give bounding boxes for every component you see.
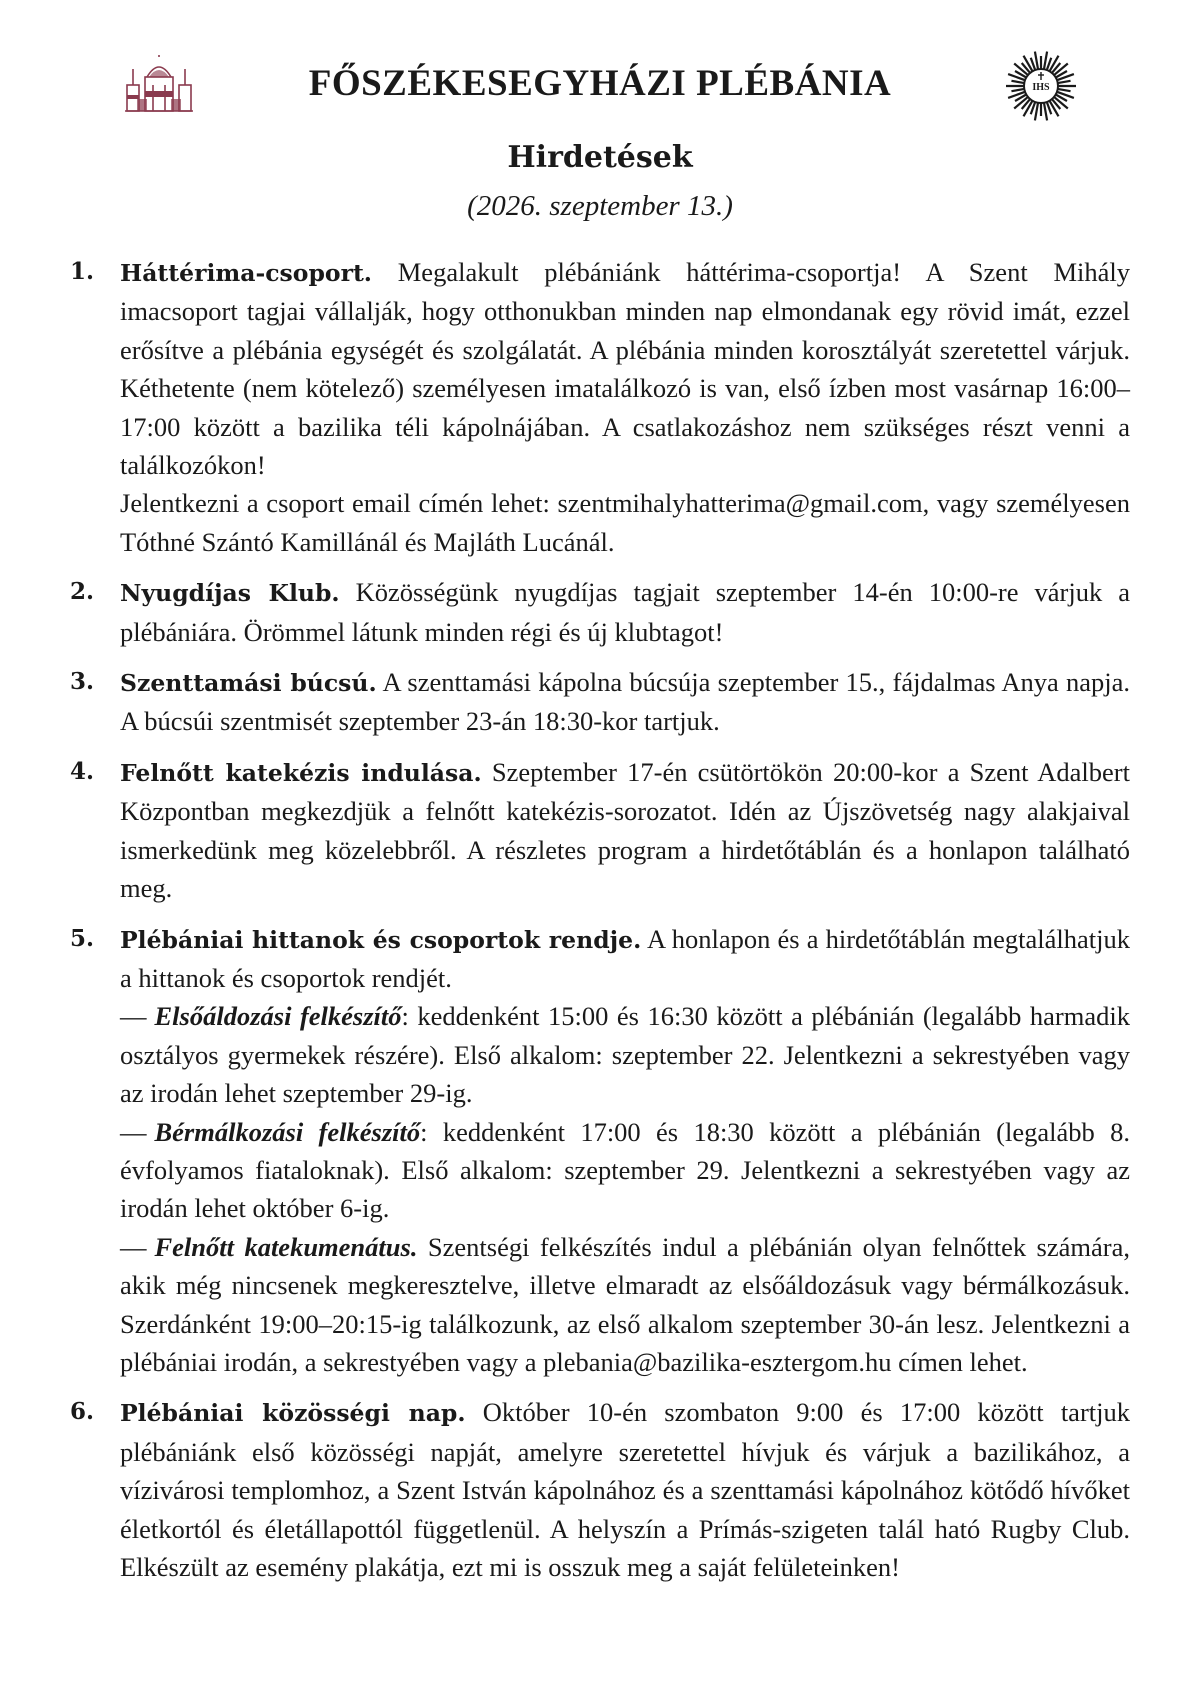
subitem-text: Szentségi felkészítés indul a plébánián olyan felnőttek számára, akik még nincsenek megkeresztelve, illetve elmaradt az elsőáldozásuk vagy bérmálkozásuk. Szerdánként 19:00–20:15-ig találkozunk, az első alkalom szeptember 30-án lesz. Jelentkezni a plébániai irodán, a sekrestyében vagy a plebania@bazilika-esztergom.hu címen lehet. (120, 1231, 1130, 1377)
item-body (120, 663, 1130, 741)
item-body (120, 1393, 1130, 1586)
page-header (120, 50, 1080, 120)
announcement-list (70, 253, 1130, 1598)
subitem-confirmation (120, 1113, 1130, 1228)
item-heading: Plébániai hittanok és csoportok rendje. (120, 925, 642, 954)
item-text: A szenttamási kápolna búcsúja szeptember 15., fájdalmas Anya napja. A búcsúi szentmisét szeptember 23-án 18:30-kor tartjuk. (120, 667, 1131, 737)
item-number: 6. (70, 1398, 95, 1426)
item-body (120, 920, 1130, 998)
item-heading: Háttérima-csoport. (120, 259, 372, 287)
subitem-heading: Felnőtt katekumenátus. (154, 1231, 418, 1262)
item-number: 3. (70, 668, 95, 696)
item-body (120, 753, 1130, 908)
subitem-heading: Elsőáldozási felkészítő (154, 1001, 402, 1032)
announcement-item (70, 573, 1130, 651)
item-extra: Jelentkezni a csoport email címén lehet: szentmihalyhatterima@gmail.com, vagy személyesen Tóthné Szántó Kamillánál és Majláth Lucánál. (120, 488, 1130, 557)
item-number: 5. (70, 924, 95, 952)
svg-text:IHS: IHS (1032, 82, 1050, 93)
item-number: 4. (70, 757, 95, 785)
subitem-dash: — (120, 1116, 147, 1147)
subitem-heading: Bérmálkozási felkészítő (154, 1116, 421, 1147)
announcements-heading: Hirdetések (507, 140, 693, 175)
ihs-sunburst-logo (1005, 50, 1077, 122)
item-body (120, 253, 1130, 484)
subitem-dash: — (120, 1231, 147, 1262)
subitem-text: : keddenként 17:00 és 18:30 között a plébánián (legalább 8. évfolyamos fiataloknak). Első alkalom: szeptember 29. Jelentkezni a sekrestyében vagy az irodán lehet október 6-ig. (120, 1116, 1130, 1224)
item-heading: Plébániai közösségi nap. (120, 1399, 466, 1428)
item-heading: Felnőtt katekézis indulása. (120, 758, 482, 787)
subitem-dash: — (120, 1001, 147, 1032)
item-number: 1. (70, 258, 95, 285)
subitem-catechumenate (120, 1228, 1130, 1382)
page-title: FŐSZÉKESEGYHÁZI PLÉBÁNIA (308, 63, 892, 104)
subitem-text: : keddenként 15:00 és 16:30 között a plébánián (legalább harmadik osztályos gyermekek részére). Első alkalom: szeptember 22. Jelentkezni a sekrestyében vagy az irodán lehet szeptember 29-ig. (120, 1001, 1130, 1109)
announcement-item (70, 663, 1130, 741)
item-text: Közösségünk nyugdíjas tagjait szeptember 14-én 10:00-re várjuk a plébániára. Örömmel látunk minden régi és új klubtagot! (120, 577, 1130, 647)
subitem-first-communion (120, 997, 1130, 1112)
item-heading: Nyugdíjas Klub. (120, 579, 340, 608)
announcement-item (70, 753, 1130, 908)
announcement-item (70, 253, 1130, 561)
item-text: A honlapon és a hirdetőtáblán megtalálhatjuk a hittanok és csoportok rendjét. (120, 923, 1130, 993)
item-heading: Szenttamási búcsú. (120, 669, 377, 698)
announcement-item (70, 920, 1130, 1382)
item-number: 2. (70, 578, 95, 606)
item-text: Megalakult plébániánk háttérima-csoportja! A Szent Mihály imacsoport tagjai vállalják, hogy otthonukban minden nap elmondanak egy rövid imát, ezzel erősítve a plébánia egységét és szolgálatát. A plébánia minden korosztályát szeretettel várjuk. Kéthetente (nem kötelező) személyesen imatalálkozó is van, első ízben most vasárnap 16:00–17:00 között a bazilika téli kápolnájában. A csatlakozáshoz nem szükséges részt venni a találkozókon! (120, 257, 1130, 481)
item-text: Szeptember 17-én csütörtökön 20:00-kor a Szent Adalbert Központban megkezdjük a felnőtt katekézis-sorozatot. Idén az Újszövetség nagy alakjaival ismerkedünk meg közelebbről. A részletes program a hirdetőtáblán és a honlapon található meg. (120, 756, 1130, 904)
announcement-date: (2026. szeptember 13.) (467, 190, 733, 222)
announcement-item (70, 1393, 1130, 1586)
item-text: Október 10-én szombaton 9:00 és 17:00 között tartjuk plébániánk első közösségi napját, amelyre szeretettel hívjuk és várjuk a bazilikához, a vízivárosi templomhoz, a Szent István kápolnához és a szenttamási kápolnához kötődő hívőket életkortól és életállapottól függetlenül. A helyszín a Prímás-szigeten talál ható Rugby Club. Elkészült az esemény plakátja, ezt mi is osszuk meg a saját felületeinken! (120, 1397, 1130, 1582)
item-body (120, 573, 1130, 651)
